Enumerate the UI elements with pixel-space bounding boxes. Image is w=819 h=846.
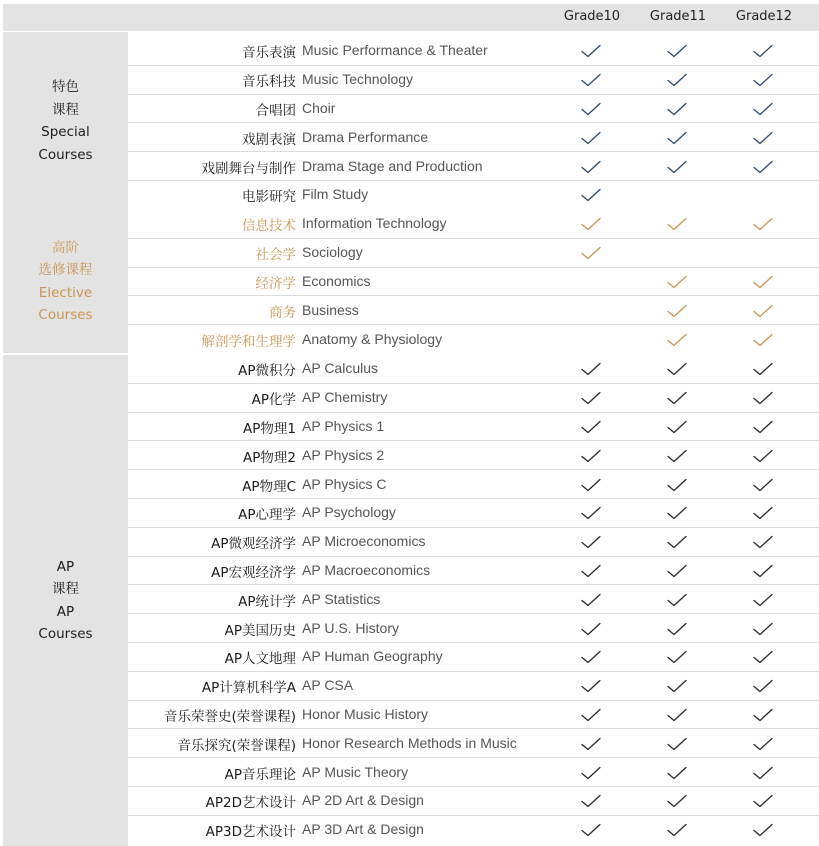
check-icon <box>753 794 773 808</box>
table-row <box>128 585 819 614</box>
course-name-cn: 商务 <box>269 304 296 321</box>
check-icon <box>667 44 687 58</box>
course-name-en: AP CSA <box>302 677 354 694</box>
course-name-cn: AP3D艺术设计 <box>205 824 296 841</box>
course-name-en: AP Human Geography <box>302 648 443 665</box>
course-name-en: Music Performance & Theater <box>302 42 488 59</box>
table-row <box>128 672 819 701</box>
table-row <box>128 152 819 181</box>
group-label-ap <box>3 355 128 846</box>
course-name-cn: AP物理2 <box>243 449 296 466</box>
table-header <box>3 4 819 31</box>
check-icon <box>753 650 773 664</box>
check-icon <box>667 593 687 607</box>
check-icon <box>753 420 773 434</box>
table-row <box>128 210 819 239</box>
check-icon <box>667 275 687 289</box>
check-icon <box>581 823 601 837</box>
course-name-en: AP Chemistry <box>302 389 388 406</box>
check-icon <box>581 650 601 664</box>
check-icon <box>753 362 773 376</box>
course-name-en: Honor Research Methods in Music <box>302 734 517 751</box>
check-icon <box>753 44 773 58</box>
check-icon <box>581 478 601 492</box>
table-row <box>128 441 819 470</box>
course-name-cn: AP心理学 <box>238 507 296 524</box>
check-icon <box>581 506 601 520</box>
table-row <box>128 557 819 586</box>
table-row <box>128 758 819 787</box>
check-icon <box>667 766 687 780</box>
check-icon <box>753 593 773 607</box>
table-row <box>128 816 819 845</box>
table-row <box>128 528 819 557</box>
table-row <box>128 239 819 268</box>
course-name-cn: AP物理1 <box>243 420 296 437</box>
check-icon <box>753 275 773 289</box>
course-name-cn: 音乐表演 <box>242 45 296 62</box>
check-icon <box>753 679 773 693</box>
group-label-line: Special <box>41 124 90 140</box>
check-icon <box>581 737 601 751</box>
check-icon <box>581 131 601 145</box>
course-name-en: Economics <box>302 272 371 289</box>
check-icon <box>753 391 773 405</box>
check-icon <box>753 73 773 87</box>
course-name-cn: AP计算机科学A <box>201 680 296 697</box>
table-row <box>128 729 819 758</box>
group-label-line: Courses <box>38 307 93 323</box>
check-icon <box>667 794 687 808</box>
check-icon <box>753 622 773 636</box>
group-label-elective <box>3 210 128 353</box>
check-icon <box>667 737 687 751</box>
table-row <box>128 384 819 413</box>
group-label-line: Elective <box>38 284 93 301</box>
check-icon <box>667 823 687 837</box>
check-icon <box>667 478 687 492</box>
course-name-en: AP Statistics <box>302 590 381 607</box>
check-icon <box>581 246 601 260</box>
check-icon <box>753 766 773 780</box>
header-grade10: Grade10 <box>563 9 621 24</box>
check-icon <box>667 622 687 636</box>
check-icon <box>581 708 601 722</box>
check-icon <box>753 564 773 578</box>
check-icon <box>667 217 687 231</box>
check-icon <box>753 737 773 751</box>
check-icon <box>667 650 687 664</box>
course-name-en: Drama Stage and Production <box>302 157 483 174</box>
course-name-cn: 戏剧舞台与制作 <box>201 160 296 177</box>
check-icon <box>581 391 601 405</box>
check-icon <box>581 362 601 376</box>
course-name-cn: 戏剧表演 <box>242 131 296 148</box>
course-name-cn: AP美国历史 <box>224 622 296 639</box>
course-name-cn: AP人文地理 <box>224 651 296 668</box>
course-name-en: AP Calculus <box>302 360 379 377</box>
check-icon <box>667 304 687 318</box>
table-row <box>128 470 819 499</box>
check-icon <box>667 362 687 376</box>
check-icon <box>667 160 687 174</box>
check-icon <box>581 622 601 636</box>
group-label-line: Courses <box>38 146 93 163</box>
course-name-cn: AP化学 <box>251 392 296 409</box>
check-icon <box>667 333 687 347</box>
course-name-cn: 解剖学和生理学 <box>201 333 296 350</box>
course-name-cn: AP宏观经济学 <box>211 564 296 581</box>
course-name-cn: AP音乐理论 <box>224 766 296 783</box>
check-icon <box>667 506 687 520</box>
check-icon <box>581 44 601 58</box>
course-name-en: AP Physics C <box>302 475 387 492</box>
check-icon <box>581 217 601 231</box>
check-icon <box>667 708 687 722</box>
header-grade11: Grade11 <box>649 9 707 24</box>
check-icon <box>753 131 773 145</box>
check-icon <box>581 679 601 693</box>
group-label-line: 高阶 <box>51 239 79 256</box>
course-name-en: Music Technology <box>302 71 414 88</box>
course-name-en: Drama Performance <box>302 128 429 145</box>
check-icon <box>753 217 773 231</box>
check-icon <box>581 593 601 607</box>
course-name-cn: 信息技术 <box>242 218 296 235</box>
check-icon <box>753 823 773 837</box>
course-name-cn: 电影研究 <box>242 189 296 206</box>
check-icon <box>667 535 687 549</box>
check-icon <box>753 102 773 116</box>
check-icon <box>667 102 687 116</box>
table-row <box>128 787 819 816</box>
check-icon <box>581 102 601 116</box>
check-icon <box>581 160 601 174</box>
course-name-en: AP U.S. History <box>302 619 399 636</box>
table-row <box>128 701 819 730</box>
course-name-en: AP Physics 2 <box>302 446 385 463</box>
table-row <box>128 325 819 354</box>
check-icon <box>753 708 773 722</box>
check-icon <box>753 304 773 318</box>
course-name-en: AP Microeconomics <box>302 533 426 550</box>
group-label-line: 特色 <box>51 79 79 95</box>
course-name-cn: AP统计学 <box>238 593 296 610</box>
check-icon <box>581 449 601 463</box>
group-label-line: AP <box>56 603 75 620</box>
course-name-cn: AP微观经济学 <box>211 536 296 553</box>
check-icon <box>753 535 773 549</box>
table-row <box>128 66 819 95</box>
check-icon <box>581 766 601 780</box>
course-name-en: AP Psychology <box>302 504 396 521</box>
table-row <box>128 643 819 672</box>
group-label-special <box>3 32 128 210</box>
course-name-en: AP Physics 1 <box>302 417 385 434</box>
check-icon <box>581 188 601 202</box>
course-name-en: Choir <box>302 99 336 116</box>
group-label-line: AP <box>56 558 75 575</box>
course-name-cn: 音乐荣誉史(荣誉课程) <box>163 708 296 725</box>
course-name-cn: 经济学 <box>255 275 296 292</box>
check-icon <box>581 420 601 434</box>
table-row <box>128 95 819 124</box>
course-name-cn: AP2D艺术设计 <box>205 795 296 812</box>
course-name-en: AP Macroeconomics <box>302 561 431 578</box>
course-name-en: Honor Music History <box>302 705 429 722</box>
check-icon <box>581 564 601 578</box>
group-label-line: 选修课程 <box>38 262 93 278</box>
check-icon <box>667 73 687 87</box>
course-name-en: AP 3D Art & Design <box>302 821 424 838</box>
table-row <box>128 296 819 325</box>
table-row <box>128 123 819 152</box>
course-name-en: Sociology <box>302 244 363 261</box>
check-icon <box>753 333 773 347</box>
table-row <box>128 181 819 210</box>
course-name-cn: 合唱团 <box>255 102 296 119</box>
group-label-line: Courses <box>38 626 93 642</box>
group-label-line: 课程 <box>51 101 79 118</box>
table-row <box>128 355 819 384</box>
check-icon <box>753 449 773 463</box>
check-icon <box>667 131 687 145</box>
check-icon <box>667 679 687 693</box>
group-label-line: 课程 <box>51 581 79 597</box>
table-row <box>128 37 819 66</box>
check-icon <box>667 449 687 463</box>
course-name-en: Film Study <box>302 186 369 203</box>
course-name-cn: 音乐探究(荣誉课程) <box>177 737 296 754</box>
check-icon <box>581 73 601 87</box>
course-name-cn: 社会学 <box>255 247 296 264</box>
course-name-en: AP 2D Art & Design <box>302 792 424 809</box>
header-grade12: Grade12 <box>735 9 793 24</box>
check-icon <box>753 478 773 492</box>
course-name-en: Business <box>302 301 359 318</box>
check-icon <box>753 506 773 520</box>
table-row <box>128 268 819 297</box>
check-icon <box>581 794 601 808</box>
course-name-cn: AP微积分 <box>238 363 296 380</box>
course-name-en: Anatomy & Physiology <box>302 330 443 347</box>
check-icon <box>581 535 601 549</box>
course-name-cn: AP物理C <box>242 478 296 495</box>
course-name-en: Information Technology <box>302 215 447 232</box>
check-icon <box>667 564 687 578</box>
check-icon <box>667 420 687 434</box>
course-name-en: AP Music Theory <box>302 763 409 780</box>
check-icon <box>753 160 773 174</box>
table-row <box>128 614 819 643</box>
course-name-cn: 音乐科技 <box>242 74 296 91</box>
table-row <box>128 413 819 442</box>
table-row <box>128 499 819 528</box>
check-icon <box>667 391 687 405</box>
